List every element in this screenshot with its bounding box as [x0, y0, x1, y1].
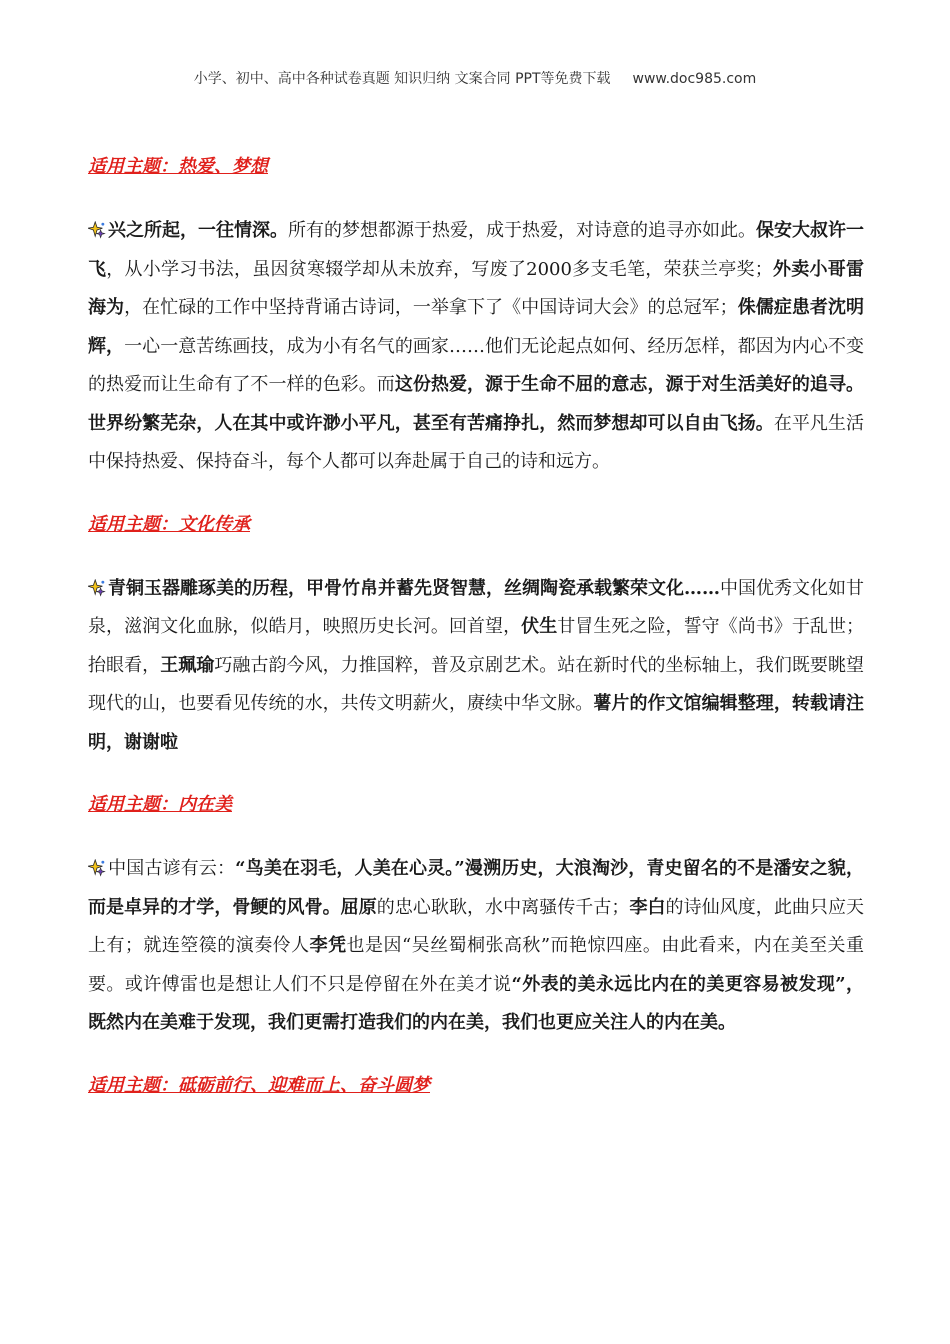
- header-text: 小学、初中、高中各种试卷真题 知识归纳 文案合同 PPT等免费下载: [193, 71, 611, 87]
- bold-text-run: 侏儒症患者沈明辉，: [88, 297, 865, 357]
- theme-heading: 适用主题：热爱、梦想: [88, 156, 268, 177]
- bold-text-run: 外卖小哥雷海为: [88, 258, 865, 318]
- bold-text-run: 这份热爱，源于生命不屈的意志，源于对生活美好的追寻。世界纷繁芜杂，人在其中或许渺小平凡，甚至有苦痛挣扎，然而梦想却可以自由飞扬。: [88, 374, 865, 434]
- sparkle-bullet-icon: [88, 215, 106, 233]
- page-header: [0, 68, 950, 88]
- text-run: 的忠心耿耿，水中离骚传千古；: [376, 896, 630, 918]
- bold-text-run: 伏生: [521, 616, 558, 637]
- document-body: [88, 152, 864, 1101]
- text-run: 一心一意苦练画技，成为小有名气的画家……他们无论起点如何、经历怎样，都因为内心不变的热爱而让生命有了不一样的色彩。而: [88, 335, 865, 395]
- header-url[interactable]: www.doc985.com: [632, 71, 757, 87]
- text-run: ，在忙碌的工作中坚持背诵古诗词，一举拿下了《中国诗词大会》的总冠军；: [124, 297, 738, 318]
- text-run: 中国古谚有云：: [108, 858, 236, 879]
- bold-text-run: “鸟美在羽毛，人美在心灵。”漫溯历史，大浪淘沙，青史留名的不是潘安之貌，而是卓异的才学，骨鲠的风骨。屈原: [88, 858, 864, 918]
- text-run: 所有的梦想都源于热爱，成于热爱，对诗意的追寻亦如此。: [288, 220, 756, 241]
- bold-text-run: 保安大叔许一飞: [88, 220, 864, 280]
- bold-text-run: 王珮瑜: [160, 654, 215, 676]
- sparkle-bullet-icon: [88, 573, 106, 591]
- text-run: 巧融古韵今风，力推国粹，普及京剧艺术。站在新时代的坐标轴上，我们既要眺望现代的山，也要看见传统的水，共传文明薪火，赓续中华文脉。: [88, 654, 865, 714]
- bold-text-run: 兴之所起，一往情深。: [108, 220, 288, 241]
- text-run: 中国优秀文化如甘泉，滋润文化血脉，似皓月，映照历史长河。回首望，: [88, 577, 864, 637]
- paragraph: [88, 212, 864, 482]
- text-run: 在平凡生活中保持热爱、保持奋斗，每个人都可以奔赴属于自己的诗和远方。: [88, 412, 865, 472]
- theme-heading: 适用主题：砥砺前行、迎难而上、奋斗圆梦: [88, 1074, 430, 1096]
- bold-text-run: 李凭: [309, 935, 347, 956]
- bold-text-run: 青铜玉器雕琢美的历程，甲骨竹帛并蓄先贤智慧，丝绸陶瓷承载繁荣文化……: [108, 577, 720, 599]
- bold-text-run: “外表的美永远比内在的美更容易被发现”，既然内在美难于发现，我们更需打造我们的内在美，我们也更应关注人的内在美。: [88, 973, 864, 1033]
- text-run: ，从小学习书法，虽因贫寒辍学却从未放弃，写废了2000多支毛笔，荣获兰亭奖；: [106, 258, 773, 280]
- text-run: 也是因“吴丝蜀桐张高秋”而艳惊四座。由此看来，内在美至关重要。或许傅雷也是想让人们不只是停留在外在美才说: [88, 935, 865, 995]
- theme-heading: 适用主题：文化传承: [88, 513, 250, 535]
- theme-heading: 适用主题：内在美: [88, 794, 232, 815]
- text-run: 甘冒生死之险，誓守《尚书》于乱世；抬眼看，: [88, 616, 865, 676]
- bold-text-run: 薯片的作文馆编辑整理，转载请注明，谢谢啦: [88, 693, 865, 753]
- sparkle-bullet-icon: [88, 853, 106, 871]
- bold-text-run: 李白: [629, 896, 666, 918]
- paragraph: [88, 570, 864, 763]
- text-run: 的诗仙风度，此曲只应天上有；就连箜篌的演奏伶人: [88, 896, 865, 956]
- paragraph: [88, 850, 864, 1043]
